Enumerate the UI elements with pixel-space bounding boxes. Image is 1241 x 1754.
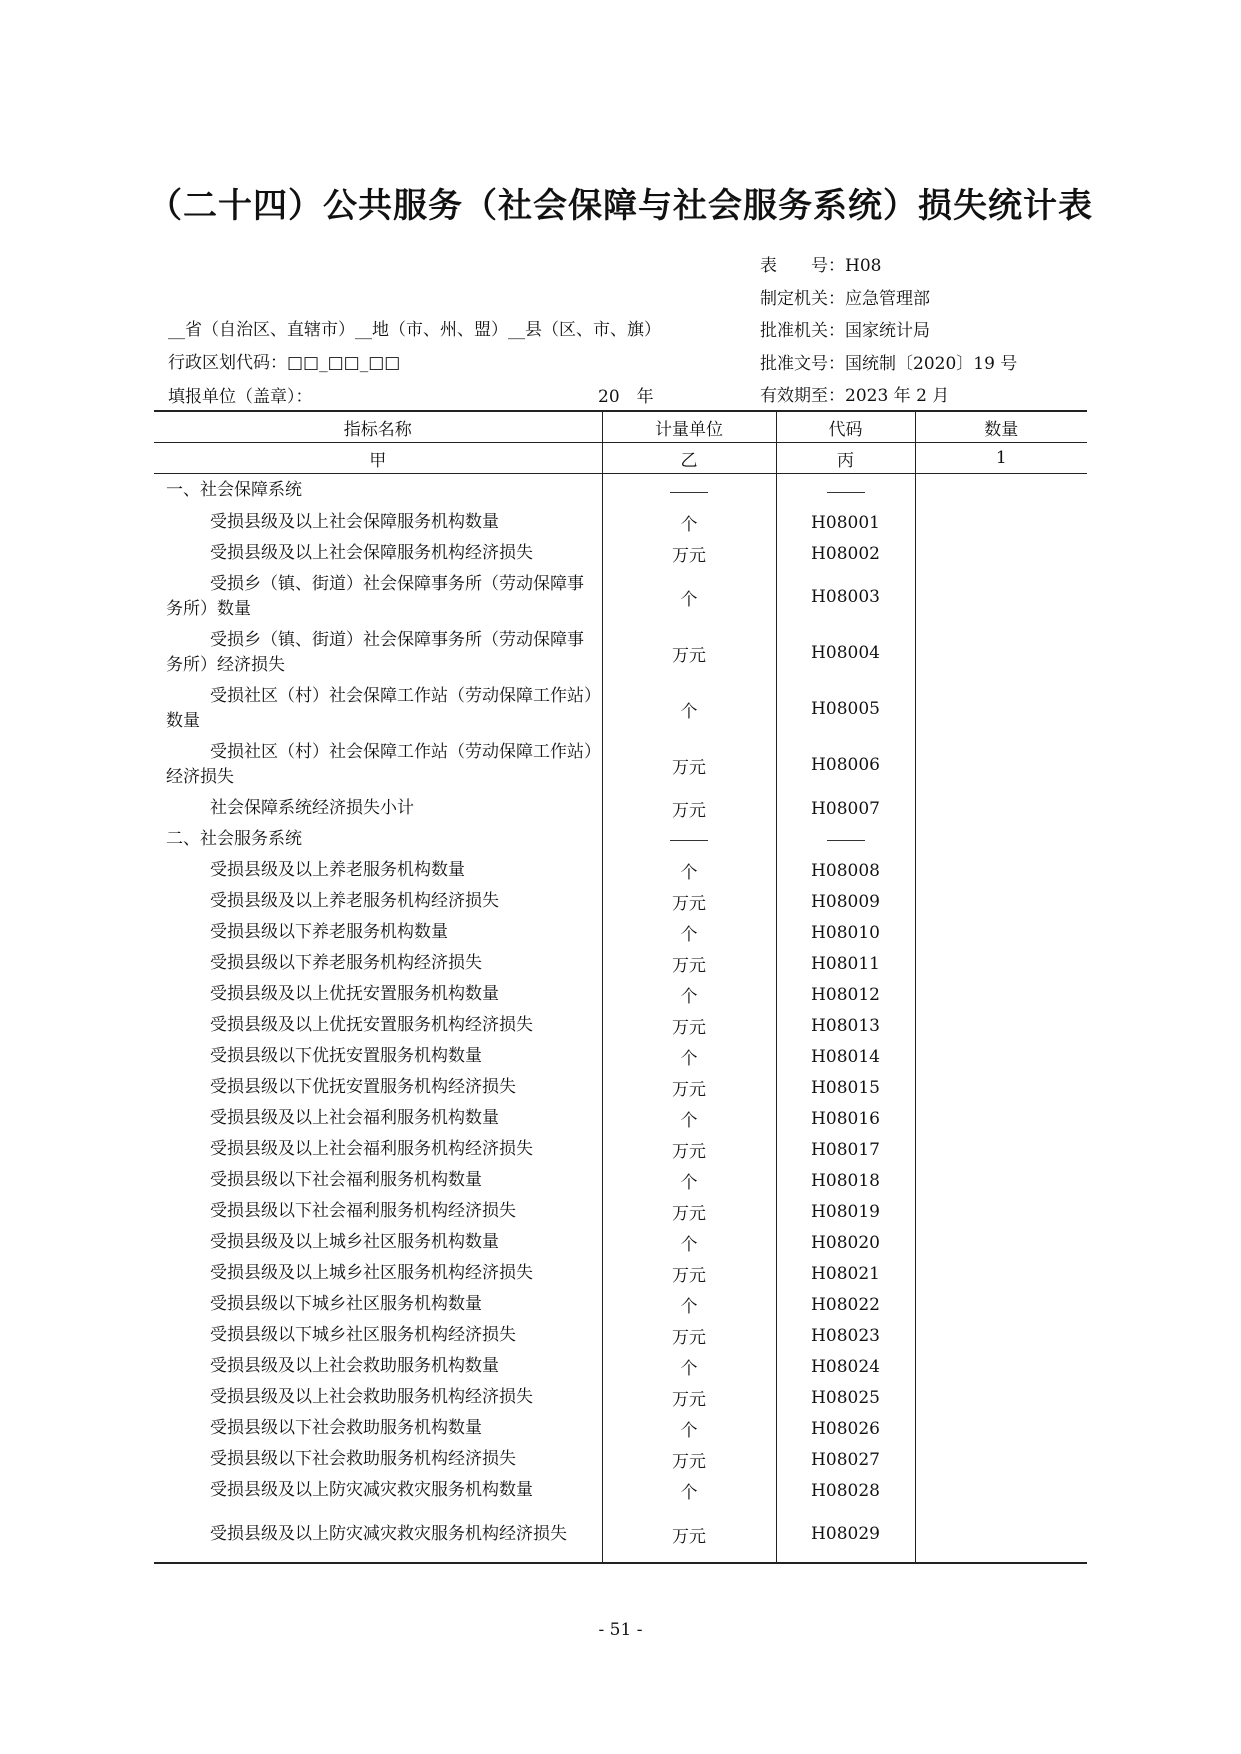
col-sub-name: 甲: [154, 443, 602, 474]
unit-cell: 万元: [602, 1134, 776, 1165]
code-cell: H08027: [776, 1444, 915, 1475]
unit-cell: 万元: [602, 625, 776, 681]
unit-cell: 万元: [602, 1382, 776, 1413]
unit-cell: 个: [602, 1227, 776, 1258]
table-row: [154, 948, 1087, 979]
page-number: - 51 -: [598, 1620, 643, 1640]
indicator-name: [154, 1134, 602, 1165]
subheader-row: [154, 443, 1087, 474]
indicator-name-text: 受损县级及以上社会救助服务机构经济损失: [210, 1387, 533, 1407]
region-code: 行政区划代码：□□_□□_□□: [168, 353, 401, 373]
col-header-name: 指标名称: [154, 411, 602, 443]
indicator-name: [154, 1165, 602, 1196]
form-meta: [760, 250, 1017, 413]
unit-cell: 万元: [602, 1072, 776, 1103]
indicator-name: [154, 886, 602, 917]
indicator-name-text: 受损县级以下社会福利服务机构数量: [210, 1170, 482, 1190]
code-cell: H08003: [776, 569, 915, 625]
quantity-input-cell[interactable]: [915, 793, 1087, 824]
indicator-name: [154, 737, 602, 793]
indicator-name: [154, 1196, 602, 1227]
indicator-name-text: 受损县级及以上防灾减灾救灾服务机构数量: [210, 1480, 533, 1500]
unit-cell: 个: [602, 507, 776, 538]
code-cell: H08016: [776, 1103, 915, 1134]
unit-cell: [602, 474, 776, 508]
indicator-name-text: 受损县级以下养老服务机构数量: [210, 922, 448, 942]
quantity-input-cell[interactable]: [915, 1072, 1087, 1103]
code-cell: H08018: [776, 1165, 915, 1196]
unit-cell: 个: [602, 917, 776, 948]
unit-cell: 个: [602, 569, 776, 625]
indicator-name-text: 受损县级以下社会救助服务机构经济损失: [210, 1449, 516, 1469]
indicator-name-text: 受损县级及以上社会救助服务机构数量: [210, 1356, 499, 1376]
table-row: [154, 1382, 1087, 1413]
unit-cell: 万元: [602, 737, 776, 793]
indicator-name: [154, 917, 602, 948]
quantity-input-cell[interactable]: [915, 569, 1087, 625]
region-line: __省（自治区、直辖市）__地（市、州、盟）__县（区、市、旗）: [168, 320, 661, 340]
quantity-input-cell[interactable]: [915, 507, 1087, 538]
indicator-name: [154, 569, 602, 625]
report-year: 20 年: [598, 387, 654, 407]
indicator-name-text: 受损县级及以上社会保障服务机构经济损失: [210, 543, 533, 563]
quantity-input-cell[interactable]: [915, 474, 1087, 508]
dash-mark: [827, 840, 865, 841]
unit-cell: 个: [602, 1165, 776, 1196]
code-cell: H08025: [776, 1382, 915, 1413]
indicator-name-text: 受损县级以下社会救助服务机构数量: [210, 1418, 482, 1438]
quantity-input-cell[interactable]: [915, 948, 1087, 979]
unit-cell: 万元: [602, 1258, 776, 1289]
quantity-input-cell[interactable]: [915, 625, 1087, 681]
indicator-name: [154, 855, 602, 886]
indicator-name-text: 受损县级及以上城乡社区服务机构经济损失: [210, 1263, 533, 1283]
quantity-input-cell[interactable]: [915, 1165, 1087, 1196]
table-row: [154, 569, 1087, 625]
unit-cell: 个: [602, 1351, 776, 1382]
unit-cell: [602, 824, 776, 855]
table-row: [154, 1103, 1087, 1134]
indicator-name-text: 受损县级及以上优抚安置服务机构数量: [210, 984, 499, 1004]
quantity-input-cell[interactable]: [915, 1196, 1087, 1227]
indicator-name-text: 一、社会保障系统: [166, 480, 302, 500]
indicator-name: [154, 1258, 602, 1289]
table-row: [154, 737, 1087, 793]
unit-cell: 个: [602, 681, 776, 737]
indicator-name-text: 受损县级及以上优抚安置服务机构经济损失: [210, 1015, 533, 1035]
indicator-name: [154, 824, 602, 855]
code-cell: H08023: [776, 1320, 915, 1351]
quantity-input-cell[interactable]: [915, 855, 1087, 886]
indicator-name-text: 受损县级以下社会福利服务机构经济损失: [210, 1201, 516, 1221]
unit-cell: 万元: [602, 1196, 776, 1227]
indicator-name: [154, 979, 602, 1010]
table-row: [154, 979, 1087, 1010]
unit-cell: 个: [602, 1413, 776, 1444]
table-row: [154, 1196, 1087, 1227]
unit-cell: 万元: [602, 1444, 776, 1475]
indicator-name: [154, 1103, 602, 1134]
table-row: [154, 625, 1087, 681]
quantity-input-cell[interactable]: [915, 1320, 1087, 1351]
code-cell: H08021: [776, 1258, 915, 1289]
unit-cell: 万元: [602, 793, 776, 824]
indicator-name-text: 受损县级及以上社会福利服务机构经济损失: [210, 1139, 533, 1159]
unit-cell: 万元: [602, 1506, 776, 1563]
quantity-input-cell[interactable]: [915, 737, 1087, 793]
indicator-name-text: 受损县级及以上防灾减灾救灾服务机构经济损失: [210, 1523, 567, 1544]
unit-cell: 万元: [602, 948, 776, 979]
filler-unit: 填报单位（盖章）：: [168, 387, 313, 407]
col-sub-unit: 乙: [602, 443, 776, 474]
indicator-name: [154, 538, 602, 569]
dash-mark: [827, 492, 865, 493]
indicator-name: [154, 625, 602, 681]
quantity-input-cell[interactable]: [915, 1382, 1087, 1413]
unit-cell: 个: [602, 1041, 776, 1072]
code-cell: H08010: [776, 917, 915, 948]
table-row: [154, 1444, 1087, 1475]
code-cell: H08012: [776, 979, 915, 1010]
table-row: [154, 1413, 1087, 1444]
indicator-name-text: 受损县级及以上社会保障服务机构数量: [210, 512, 499, 532]
indicator-name-text: 受损社区（村）社会保障工作站（劳动保障工作站）数量: [166, 686, 593, 731]
code-cell: H08029: [776, 1506, 915, 1563]
table-row: [154, 1134, 1087, 1165]
table-row: [154, 1351, 1087, 1382]
valid-until: 有效期至：2023 年 2 月: [760, 386, 950, 406]
indicator-name-text: 受损乡（镇、街道）社会保障事务所（劳动保障事务所）经济损失: [166, 630, 584, 675]
table-row: [154, 1475, 1087, 1506]
code-cell: H08004: [776, 625, 915, 681]
unit-cell: 个: [602, 1289, 776, 1320]
table-row: [154, 886, 1087, 917]
table-row: [154, 1010, 1087, 1041]
code-cell: H08028: [776, 1475, 915, 1506]
table-row: [154, 1072, 1087, 1103]
code-cell: [776, 474, 915, 508]
code-cell: H08002: [776, 538, 915, 569]
table-row: [154, 855, 1087, 886]
approval-doc: 批准文号：国统制〔2020〕19 号: [760, 353, 1018, 374]
indicator-name: [154, 1444, 602, 1475]
quantity-input-cell[interactable]: [915, 1506, 1087, 1563]
table-row: [154, 507, 1087, 538]
quantity-input-cell[interactable]: [915, 917, 1087, 948]
quantity-input-cell[interactable]: [915, 886, 1087, 917]
code-cell: H08019: [776, 1196, 915, 1227]
table-row: [154, 1165, 1087, 1196]
code-cell: H08015: [776, 1072, 915, 1103]
code-cell: [776, 824, 915, 855]
dash-mark: [670, 840, 708, 841]
quantity-input-cell[interactable]: [915, 824, 1087, 855]
table-row: [154, 793, 1087, 824]
quantity-input-cell[interactable]: [915, 538, 1087, 569]
unit-cell: 个: [602, 1475, 776, 1506]
indicator-name-text: 受损县级及以上养老服务机构经济损失: [210, 891, 499, 911]
indicator-name: [154, 474, 602, 508]
approved-by: 批准机关：国家统计局: [760, 321, 930, 341]
code-cell: H08013: [776, 1010, 915, 1041]
code-cell: H08024: [776, 1351, 915, 1382]
section-row: [154, 474, 1087, 508]
code-cell: H08020: [776, 1227, 915, 1258]
quantity-input-cell[interactable]: [915, 1351, 1087, 1382]
indicator-name-text: 受损县级及以上养老服务机构数量: [210, 860, 465, 880]
quantity-input-cell[interactable]: [915, 1258, 1087, 1289]
code-cell: H08026: [776, 1413, 915, 1444]
indicator-name-text: 受损县级及以上城乡社区服务机构数量: [210, 1232, 499, 1252]
header-row: [154, 411, 1087, 443]
code-cell: H08014: [776, 1041, 915, 1072]
indicator-name: [154, 1351, 602, 1382]
code-cell: H08011: [776, 948, 915, 979]
unit-cell: 万元: [602, 1320, 776, 1351]
indicator-name: [154, 1475, 602, 1506]
indicator-name: [154, 1010, 602, 1041]
quantity-input-cell[interactable]: [915, 1134, 1087, 1165]
indicator-name: [154, 948, 602, 979]
indicator-name: [154, 793, 602, 824]
indicator-name: [154, 1041, 602, 1072]
unit-cell: 个: [602, 1103, 776, 1134]
table-row: [154, 1258, 1087, 1289]
table-row: [154, 1506, 1087, 1563]
quantity-input-cell[interactable]: [915, 681, 1087, 737]
quantity-input-cell[interactable]: [915, 979, 1087, 1010]
indicator-name-text: 受损县级及以上社会福利服务机构数量: [210, 1108, 499, 1128]
indicator-name: [154, 1413, 602, 1444]
indicator-name-text: 受损县级以下养老服务机构经济损失: [210, 953, 482, 973]
table-row: [154, 1320, 1087, 1351]
indicator-name: [154, 1320, 602, 1351]
code-cell: H08008: [776, 855, 915, 886]
quantity-input-cell[interactable]: [915, 1041, 1087, 1072]
quantity-input-cell[interactable]: [915, 1413, 1087, 1444]
code-cell: H08017: [776, 1134, 915, 1165]
indicator-name: [154, 1072, 602, 1103]
unit-cell: 万元: [602, 886, 776, 917]
table-row: [154, 681, 1087, 737]
code-cell: H08005: [776, 681, 915, 737]
quantity-input-cell[interactable]: [915, 1289, 1087, 1320]
indicator-name: [154, 1506, 602, 1563]
unit-cell: 个: [602, 855, 776, 886]
table-row: [154, 538, 1087, 569]
dash-mark: [670, 492, 708, 493]
quantity-input-cell[interactable]: [915, 1010, 1087, 1041]
statistics-table: [154, 410, 1087, 1564]
code-cell: H08009: [776, 886, 915, 917]
section-row: [154, 824, 1087, 855]
unit-cell: 万元: [602, 538, 776, 569]
col-sub-code: 丙: [776, 443, 915, 474]
col-header-unit: 计量单位: [602, 411, 776, 443]
indicator-name: [154, 1289, 602, 1320]
unit-cell: 个: [602, 979, 776, 1010]
indicator-name: [154, 507, 602, 538]
col-header-code: 代码: [776, 411, 915, 443]
table-row: [154, 1227, 1087, 1258]
col-sub-quantity: 1: [915, 443, 1087, 474]
code-cell: H08001: [776, 507, 915, 538]
made-by: 制定机关：应急管理部: [760, 288, 930, 309]
code-cell: H08007: [776, 793, 915, 824]
indicator-name-text: 受损县级以下城乡社区服务机构经济损失: [210, 1325, 516, 1345]
page-title: （二十四）公共服务（社会保障与社会服务系统）损失统计表: [148, 186, 1093, 226]
indicator-name-text: 受损县级以下城乡社区服务机构数量: [210, 1294, 482, 1314]
code-cell: H08022: [776, 1289, 915, 1320]
indicator-name-text: 受损乡（镇、街道）社会保障事务所（劳动保障事务所）数量: [166, 574, 584, 619]
indicator-name-text: 受损县级以下优抚安置服务机构经济损失: [210, 1077, 516, 1097]
indicator-name: [154, 1382, 602, 1413]
table-row: [154, 1041, 1087, 1072]
indicator-name-text: 受损县级以下优抚安置服务机构数量: [210, 1046, 482, 1066]
indicator-name-text: 社会保障系统经济损失小计: [210, 798, 414, 818]
table-number: 表 号：H08: [760, 256, 882, 276]
unit-cell: 万元: [602, 1010, 776, 1041]
indicator-name-text: 受损社区（村）社会保障工作站（劳动保障工作站）经济损失: [166, 742, 593, 787]
code-cell: H08006: [776, 737, 915, 793]
table-row: [154, 917, 1087, 948]
indicator-name-text: 二、社会服务系统: [166, 829, 302, 849]
indicator-name: [154, 1227, 602, 1258]
quantity-input-cell[interactable]: [915, 1103, 1087, 1134]
quantity-input-cell[interactable]: [915, 1444, 1087, 1475]
indicator-name: [154, 681, 602, 737]
col-header-quantity: 数量: [915, 411, 1087, 443]
quantity-input-cell[interactable]: [915, 1227, 1087, 1258]
quantity-input-cell[interactable]: [915, 1475, 1087, 1506]
table-row: [154, 1289, 1087, 1320]
